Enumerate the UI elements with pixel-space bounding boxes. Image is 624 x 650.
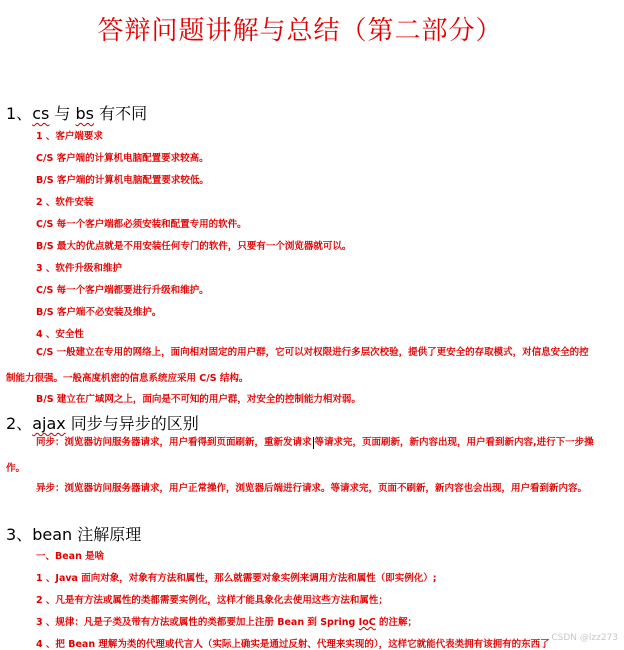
text-cursor xyxy=(313,437,314,449)
keyword-ajax: ajax xyxy=(32,414,66,433)
list-item: C/S 每一个客户端都必须安装和配置专用的软件。 xyxy=(36,219,247,230)
list-item: 3 、软件升级和维护 xyxy=(36,263,122,274)
list-item: 2 、软件安装 xyxy=(36,197,94,208)
sync-text-part1: 同步：浏览器访问服务器请求，用户看得到页面刷新，重新发请求 xyxy=(36,437,312,448)
heading-text: 与 xyxy=(49,104,76,123)
list-item: 1 、客户端要求 xyxy=(36,131,103,142)
list-item: 2 、凡是有方法或属性的类都需要实例化，这样才能具象化去使用这些方法和属性； xyxy=(36,595,388,606)
list-item-text: 3 、规律：凡是子类及带有方法或属性的类都要加上注册 Bean 到 Spring xyxy=(36,617,359,628)
section-number: 1、 xyxy=(6,104,33,123)
section-number: 3、 xyxy=(6,525,33,544)
list-item: 4 、安全性 xyxy=(36,329,84,340)
list-item: B/S 最大的优点就是不用安装任何专门的软件，只要有一个浏览器就可以。 xyxy=(36,241,352,252)
section-heading-bean xyxy=(6,522,141,545)
keyword-bs: bs xyxy=(75,104,95,123)
list-item: 4 、把 Bean 理解为类的代理或代言人（实际上确实是通过反射、代理来实现的），这样它就能代表类拥有该拥有的东西了 xyxy=(36,639,550,650)
section-heading-cs-bs xyxy=(6,101,147,124)
paragraph-async: 异步：浏览器访问服务器请求，用户正常操作，浏览器后端进行请求。等请求完，页面不刷新，新内容也会出现，用户看到新内容。 xyxy=(36,483,588,494)
list-item: B/S 客户端的计算机电脑配置要求较低。 xyxy=(36,175,209,186)
list-item: C/S 每一个客户端都要进行升级和维护。 xyxy=(36,285,209,296)
heading-text: 同步与异步的区别 xyxy=(65,414,199,433)
keyword-bean: bean xyxy=(32,525,73,544)
section-number: 2、 xyxy=(6,414,33,433)
list-item: B/S 客户端不必安装及维护。 xyxy=(36,307,162,318)
paragraph-security-bs: B/S 建立在广域网之上，面向是不可知的用户群，对安全的控制能力相对弱。 xyxy=(36,394,361,405)
page-title: 答辩问题讲解与总结（第二部分） xyxy=(97,16,503,46)
paragraph-security-cs: C/S 一般建立在专用的网络上，面向相对固定的用户群，它可以对权限进行多层次校验，提供了更安全的存取模式，对信息安全的控制能力很强。一般高度机密的信息系统应采用 C/S 结构。 xyxy=(6,347,589,384)
list-item xyxy=(36,614,417,628)
keyword-cs: cs xyxy=(32,104,50,123)
list-item: 一、Bean 是啥 xyxy=(36,551,105,562)
paragraph-sync xyxy=(6,430,596,482)
list-item: C/S 客户端的计算机电脑配置要求较高。 xyxy=(36,153,209,164)
list-item-text: 的注解； xyxy=(375,617,418,628)
watermark: CSDN @lzz273 xyxy=(551,633,618,643)
heading-text: 注解原理 xyxy=(72,525,142,544)
heading-text: 有不同 xyxy=(94,104,148,123)
list-item: 1 、Java 面向对象，对象有方法和属性，那么就需要对象实例来调用方法和属性（即实例化）; xyxy=(36,573,437,584)
sync-text-part2: 等请求完，页面刷新，新内容出现，用户看到新内容,进行下一步操作。 xyxy=(6,437,594,474)
keyword-ioc: IoC xyxy=(358,617,376,628)
